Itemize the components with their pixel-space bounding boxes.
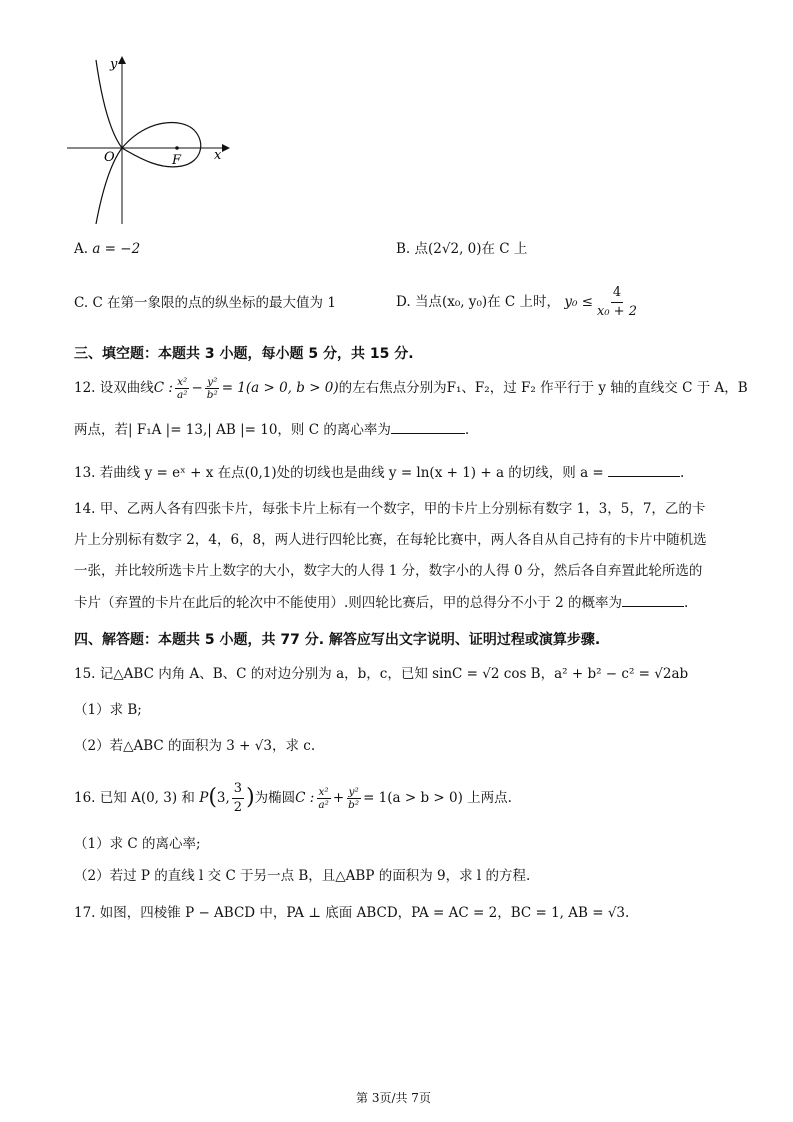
curve-branch-upper	[96, 60, 122, 148]
option-b-pre: 点	[414, 241, 429, 257]
q12-frac-y: $\frac{\text{y²}}{\text{b²}}$	[206, 375, 218, 401]
option-d-den: x₀ + 2	[597, 303, 637, 319]
q16-eq-tail: = 1(a > b > 0) 上两点.	[363, 790, 512, 806]
option-d-fraction	[595, 284, 639, 321]
q16-mid: 为椭圆	[254, 790, 296, 806]
q12-frac-x: $\frac{\text{x²}}{\text{a²}}$	[176, 375, 188, 401]
section-3-title: 三、填空题：本题共 3 小题，每小题 5 分，共 15 分.	[74, 346, 414, 362]
q15-stem	[74, 664, 688, 684]
q16-P-num: 3	[232, 780, 244, 799]
option-d-y0: y₀ ≤	[564, 294, 593, 310]
section-4-title: 四、解答题：本题共 5 小题，共 77 分. 解答应写出文字说明、证明过程或演算步骤.	[74, 632, 601, 648]
option-d-num: 4	[611, 284, 623, 303]
q16-stem: 16. 已知 A(0, 3) 和 P ( 3, $\frac{3}{2}$ ) 为椭圆 C : $\frac{\text{x²}}{\text{a²}}$ + $\frac{\text{y²}}{\text{b²}}$ = 1(a > b > 0) 上两点.	[74, 780, 512, 815]
option-b-post: 在 C 上	[481, 241, 528, 257]
option-c-text: C 在第一象限的点的纵坐标的最大值为 1	[92, 295, 336, 311]
q16-P: P	[199, 790, 209, 806]
q14-line4-post: .	[683, 595, 689, 611]
q15-stem-text: 记△ABC 内角 A、B、C 的对边分别为 a，b，c，已知 sinC = √2 cos B，a² + b² − c² = √2ab	[99, 666, 689, 682]
q12-pre: 设双曲线	[99, 380, 154, 396]
q13-answer-blank[interactable]	[608, 462, 680, 477]
q14-line4	[74, 592, 688, 613]
focus-label: F	[172, 153, 182, 168]
option-b-label: B.	[396, 241, 411, 257]
q15-part2: （2）若△ABC 的面积为 3 + √3，求 c.	[74, 738, 316, 754]
x-axis-arrow	[222, 144, 230, 152]
option-a-text: a = −2	[92, 241, 141, 257]
focus-point	[175, 146, 179, 150]
option-c-label: C.	[74, 295, 89, 311]
q12-eq-tail: = 1(a > 0, b > 0)	[221, 380, 339, 396]
q16-P-frac	[232, 780, 244, 817]
option-d-mid: 在 C 上时，	[487, 294, 561, 310]
option-d	[396, 282, 641, 322]
q14-num: 14.	[74, 501, 96, 517]
option-b	[396, 239, 527, 259]
q15-num: 15.	[74, 666, 96, 682]
option-d-point: (x₀, y₀)	[441, 294, 488, 310]
q12-line2-pre: 两点，若| F₁A |= 13,| AB |= 10，则 C 的离心率为	[74, 422, 391, 438]
x-label: x	[214, 148, 222, 163]
q14-line3: 一张，并比较所选卡片上数字的大小，数字大的人得 1 分，数字小的人得 0 分，然后各自弃置此轮所选的	[74, 563, 703, 579]
curve-loop	[122, 123, 201, 167]
q13-num: 13.	[74, 465, 96, 481]
q12-line2-post: .	[464, 422, 470, 438]
q16-P-x: 3,	[216, 790, 230, 806]
q13	[74, 462, 684, 483]
q17-num: 17.	[74, 905, 96, 921]
page-footer: 第 3页/共 7页	[356, 1091, 431, 1105]
option-c	[74, 293, 336, 313]
option-a	[74, 239, 140, 259]
origin-label: O	[104, 150, 115, 165]
option-a-label: A.	[74, 241, 89, 257]
q14-answer-blank[interactable]	[622, 592, 684, 607]
q12-line1: 12. 设双曲线 C : $\frac{\text{x²}}{\text{a²}}$ − $\frac{\text{y²}}{\text{b²}}$ = 1(a > 0, b > 0) 的左右焦点分别为F₁、F₂，过 F₂ 作平行于 y 轴的直线交 C 于 A，B	[74, 375, 748, 401]
q13-post: .	[680, 465, 685, 481]
q12-curve: C :	[153, 380, 173, 396]
q16-paren-open: (	[208, 785, 217, 810]
option-b-point: (2√2, 0)	[428, 241, 482, 257]
q17	[74, 903, 629, 923]
q12-post: 的左右焦点分别为F₁、F₂，过 F₂ 作平行于 y 轴的直线交 C 于 A，B	[338, 380, 748, 396]
y-label: y	[110, 57, 118, 72]
q16-P-den: 2	[233, 799, 243, 815]
q14-line2: 片上分别标有数字 2，4，6，8，两人进行四轮比赛，在每轮比赛中，两人各自从自己持有的卡片中随机选	[74, 532, 707, 548]
q13-text: 若曲线 y = eˣ + x 在点(0,1)处的切线也是曲线 y = ln(x + 1) + a 的切线，则 a =	[99, 465, 604, 481]
q17-text: 如图，四棱锥 P − ABCD 中，PA ⊥ 底面 ABCD，PA = AC = 2，BC = 1, AB = √3.	[99, 905, 630, 921]
q14-line1-text: 甲、乙两人各有四张卡片，每张卡片上标有一个数字，甲的卡片上分别标有数字 1，3，5，7，乙的卡	[99, 501, 706, 517]
q16-frac-x: $\frac{\text{x²}}{\text{a²}}$	[318, 785, 329, 811]
q16-pre: 已知 A(0, 3) 和	[99, 790, 195, 806]
q16-num: 16.	[74, 790, 96, 806]
option-d-pre: 当点	[414, 294, 442, 310]
q16-part2: （2）若过 P 的直线 l 交 C 于另一点 B，且△ABP 的面积为 9，求 l 的方程.	[74, 868, 531, 884]
q14-line4-pre: 卡片（弃置的卡片在此后的轮次中不能使用）.则四轮比赛后，甲的总得分不小于 2 的概率为	[74, 595, 622, 611]
q12-line2	[74, 419, 469, 440]
q16-paren-close: )	[246, 785, 255, 810]
q16-curve: C :	[295, 790, 315, 806]
q14-line1	[74, 499, 705, 519]
option-d-label: D.	[396, 294, 411, 310]
q16-part1: （1）求 C 的离心率;	[74, 836, 201, 852]
q12-num: 12.	[74, 380, 96, 396]
q15-part1: （1）求 B;	[74, 702, 142, 718]
q16-frac-y: $\frac{\text{y²}}{\text{b²}}$	[348, 785, 360, 811]
q12-answer-blank[interactable]	[391, 419, 465, 434]
y-axis-arrow	[118, 56, 126, 64]
curve-figure	[62, 52, 237, 230]
